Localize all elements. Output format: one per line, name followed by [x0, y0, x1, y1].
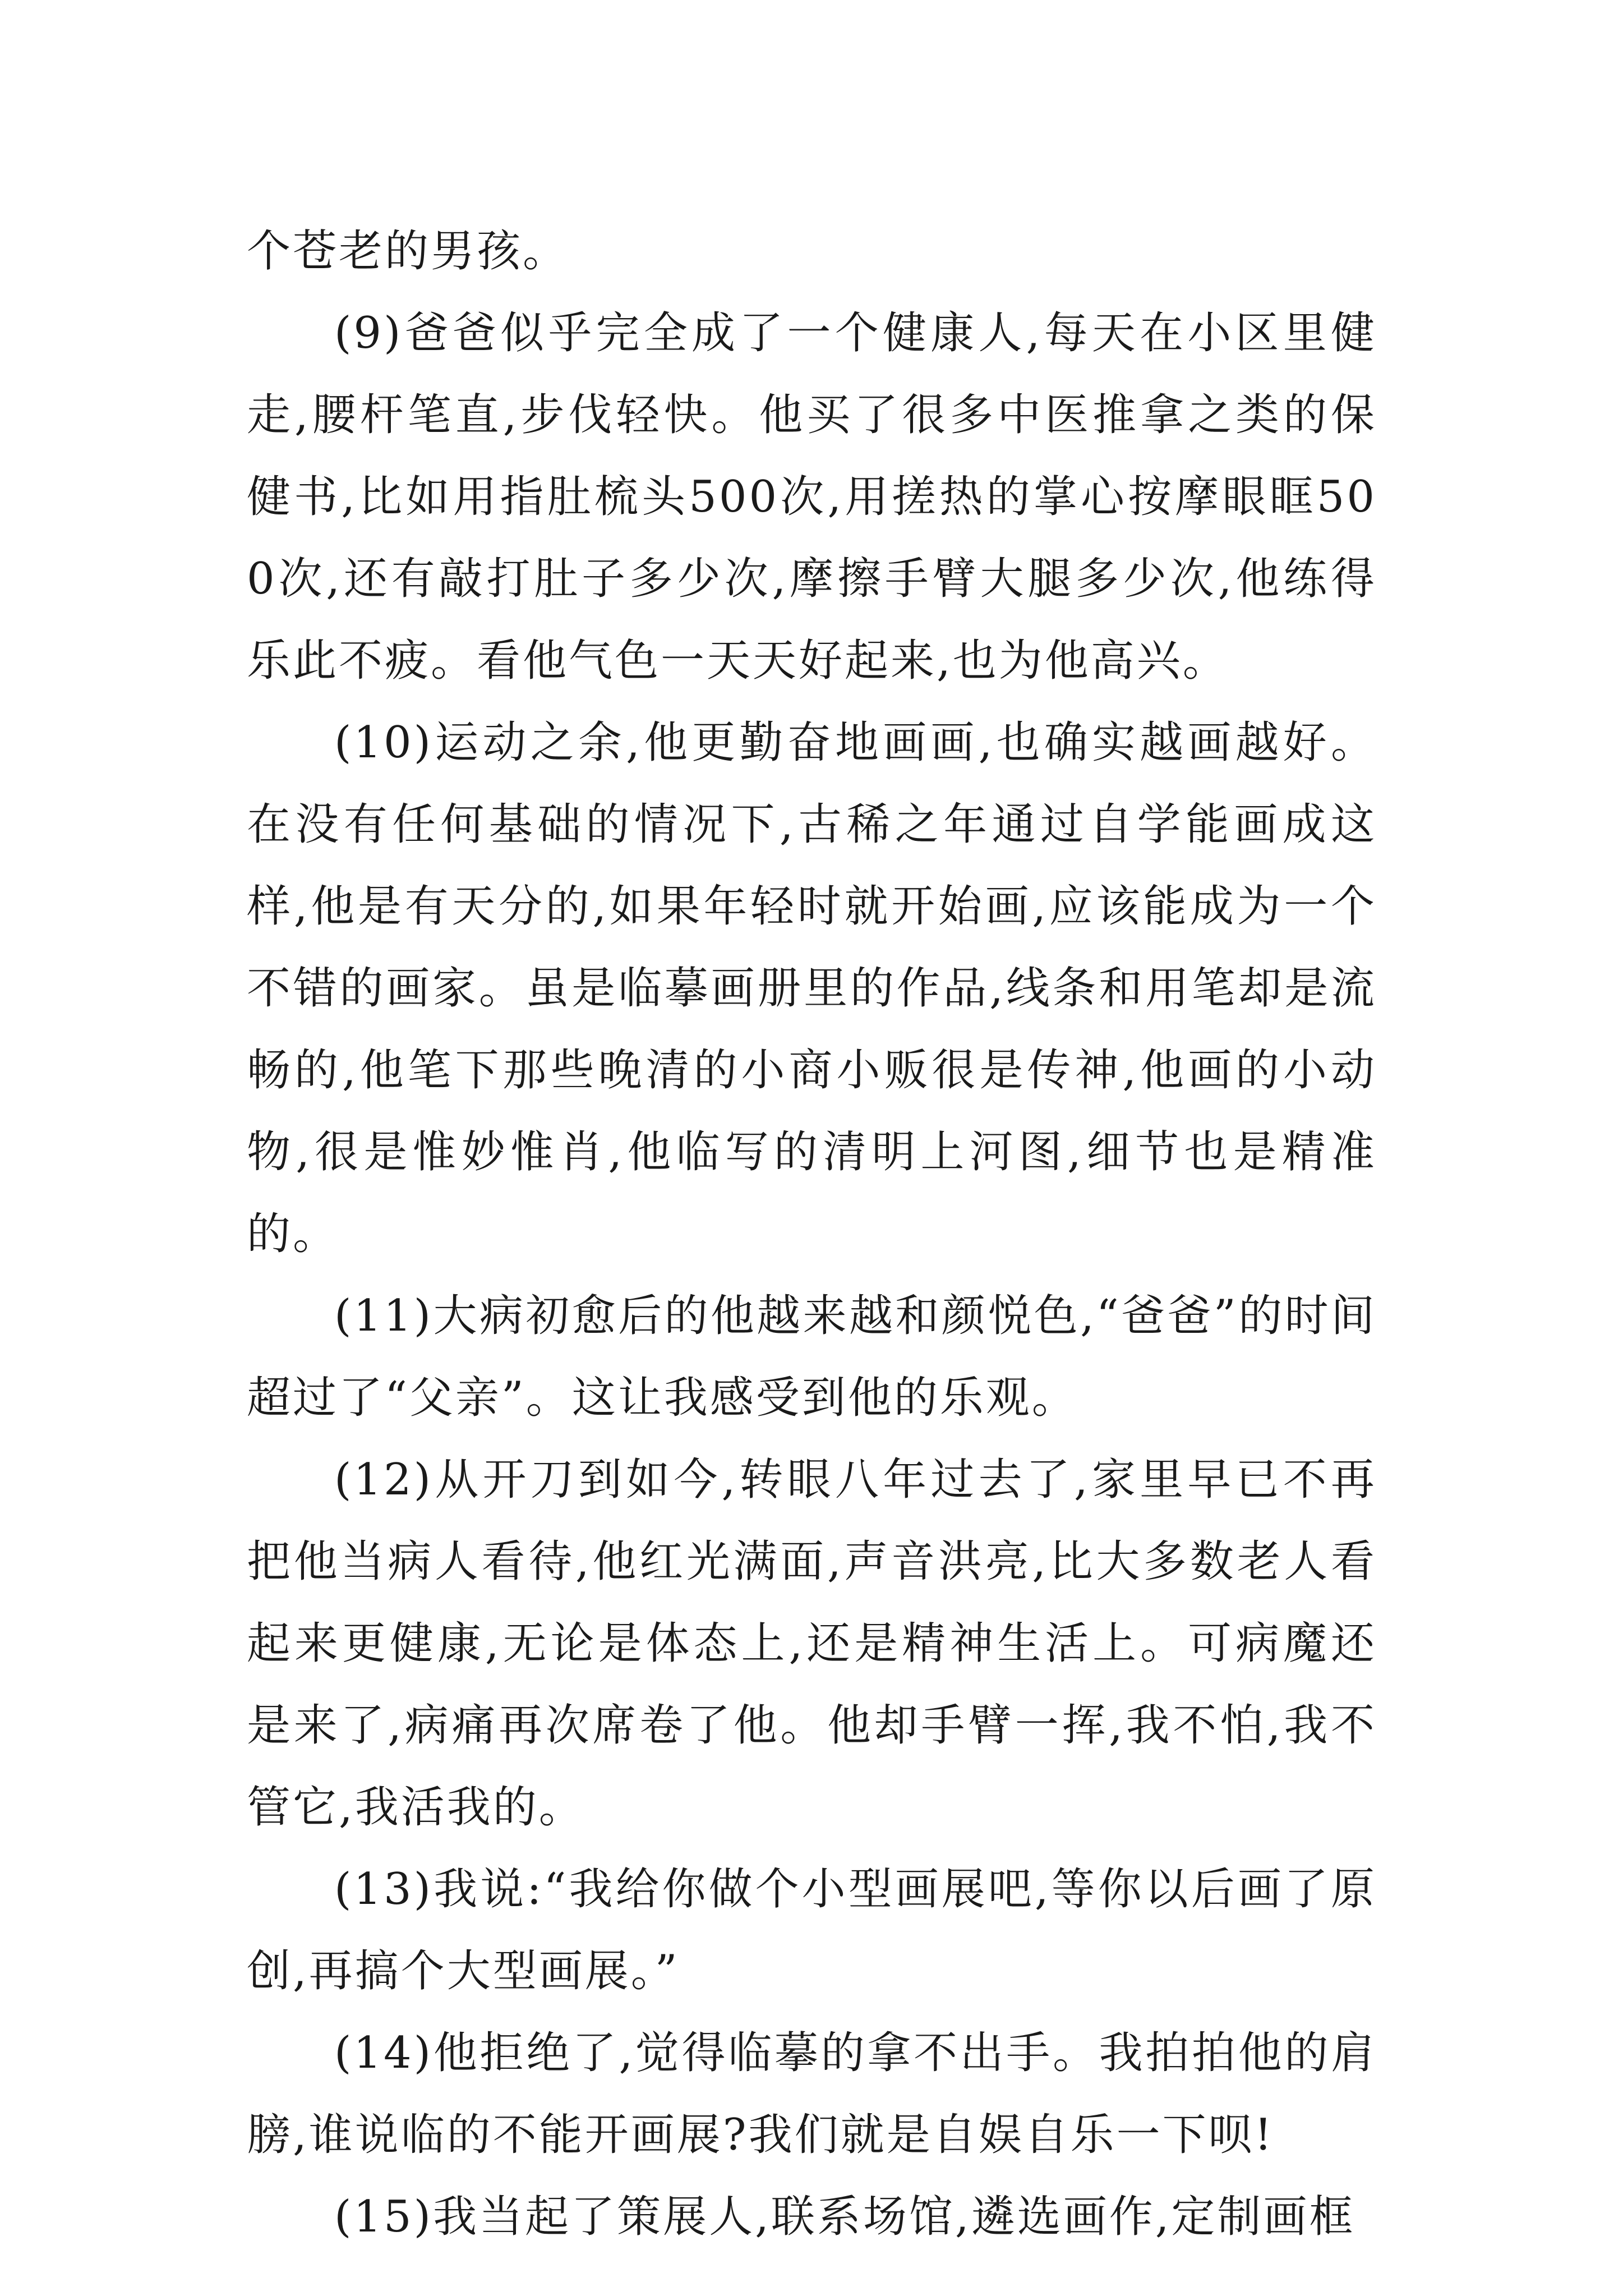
paragraph-14: (14)他拒绝了,觉得临摹的拿不出手。我拍拍他的肩膀,谁说临的不能开画展?我们就是自娱自乐一下呗!: [247, 2028, 1377, 2160]
body-text: [247, 210, 1377, 2258]
paragraph-11: (11)大病初愈后的他越来越和颜悦色,“爸爸”的时间超过了“父亲”。这让我感受到他的乐观。: [247, 1291, 1377, 1423]
paragraph-8-continuation: 个苍老的男孩。: [247, 226, 569, 277]
paragraph-12: (12)从开刀到如今,转眼八年过去了,家里早已不再把他当病人看待,他红光满面,声音洪亮,比大多数老人看起来更健康,无论是体态上,还是精神生活上。可病魔还是来了,病痛再次席卷了他。他却手臂一挥,我不怕,我不管它,我活我的。: [247, 1455, 1377, 1833]
paragraph-10: (10)运动之余,他更勤奋地画画,也确实越画越好。在没有任何基础的情况下,古稀之年通过自学能画成这样,他是有天分的,如果年轻时就开始画,应该能成为一个不错的画家。虽是临摹画册里的作品,线条和用笔却是流畅的,他笔下那些晚清的小商小贩很是传神,他画的小动物,很是惟妙惟肖,他临写的清明上河图,细节也是精准的。: [247, 717, 1377, 1259]
paragraph-9: (9)爸爸似乎完全成了一个健康人,每天在小区里健走,腰杆笔直,步伐轻快。他买了很多中医推拿之类的保健书,比如用指肚梳头500次,用搓热的掌心按摩眼眶500次,还有敲打肚子多少次,摩擦手臂大腿多少次,他练得乐此不疲。看他气色一天天好起来,也为他高兴。: [247, 308, 1377, 686]
paragraph-13: (13)我说:“我给你做个小型画展吧,等你以后画了原创,再搞个大型画展。”: [247, 1864, 1377, 1996]
paragraph-15: (15)我当起了策展人,联系场馆,遴选画作,定制画框: [334, 2192, 1355, 2242]
